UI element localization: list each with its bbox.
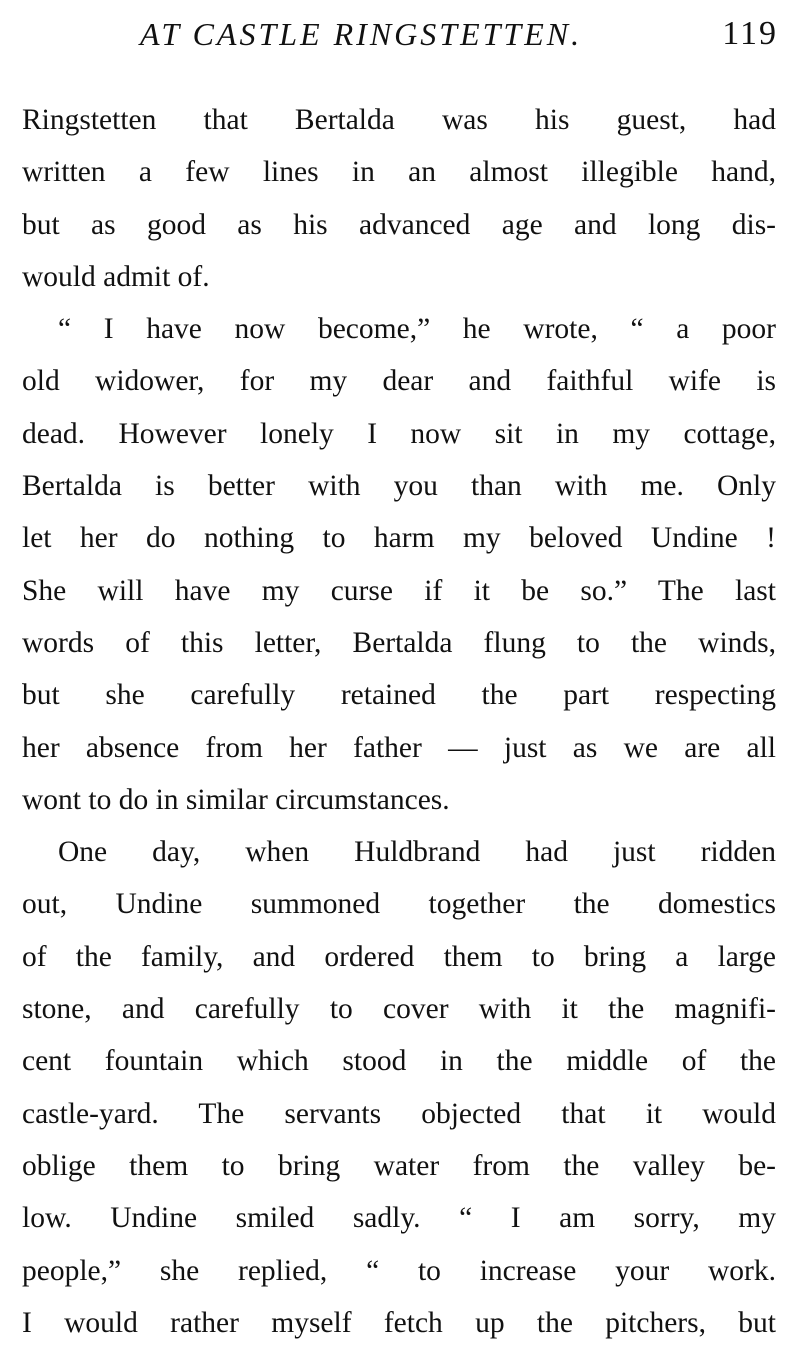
- text-line: low. Undine smiled sadly. “ I am sorry, my: [22, 1202, 776, 1235]
- text-line: wont to do in similar circumstances.: [22, 783, 450, 816]
- text-line: but as good as his advanced age and long dis-: [22, 208, 776, 241]
- text-line: words of this letter, Bertalda flung to the winds,: [22, 626, 776, 659]
- text-line: oblige them to bring water from the valley be-: [22, 1149, 776, 1182]
- page-number: 119: [722, 15, 778, 52]
- running-title: AT CASTLE RINGSTETTEN.: [140, 16, 583, 52]
- text-line: Ringstetten that Bertalda was his guest, had: [22, 104, 776, 136]
- text-line: of the family, and ordered them to bring a large: [22, 940, 776, 973]
- text-line: but she carefully retained the part respecting: [22, 679, 776, 712]
- text-line: would admit of.: [22, 260, 210, 293]
- text-line: let her do nothing to harm my beloved Undine !: [22, 522, 776, 555]
- running-head: [0, 8, 798, 64]
- text-line: written a few lines in an almost illegible hand,: [22, 156, 776, 189]
- text-line: dead. However lonely I now sit in my cottage,: [22, 417, 776, 450]
- text-line: out, Undine summoned together the domestics: [22, 888, 776, 921]
- text-line: old widower, for my dear and faithful wife is: [22, 365, 776, 398]
- text-line: her absence from her father — just as we are all: [22, 731, 776, 764]
- body-text: [22, 94, 776, 1349]
- text-line: She will have my curse if it be so.” The last: [22, 574, 776, 607]
- text-line: I would rather myself fetch up the pitchers, but: [22, 1306, 776, 1339]
- text-line: Bertalda is better with you than with me. Only: [22, 470, 776, 503]
- text-line: castle-yard. The servants objected that it would: [22, 1097, 776, 1130]
- text-line: “ I have now become,” he wrote, “ a poor: [58, 313, 776, 346]
- text-line: stone, and carefully to cover with it the magnifi-: [22, 993, 776, 1026]
- text-line: cent fountain which stood in the middle of the: [22, 1045, 776, 1078]
- text-line: people,” she replied, “ to increase your work.: [22, 1254, 776, 1287]
- text-line: One day, when Huldbrand had just ridden: [58, 836, 776, 869]
